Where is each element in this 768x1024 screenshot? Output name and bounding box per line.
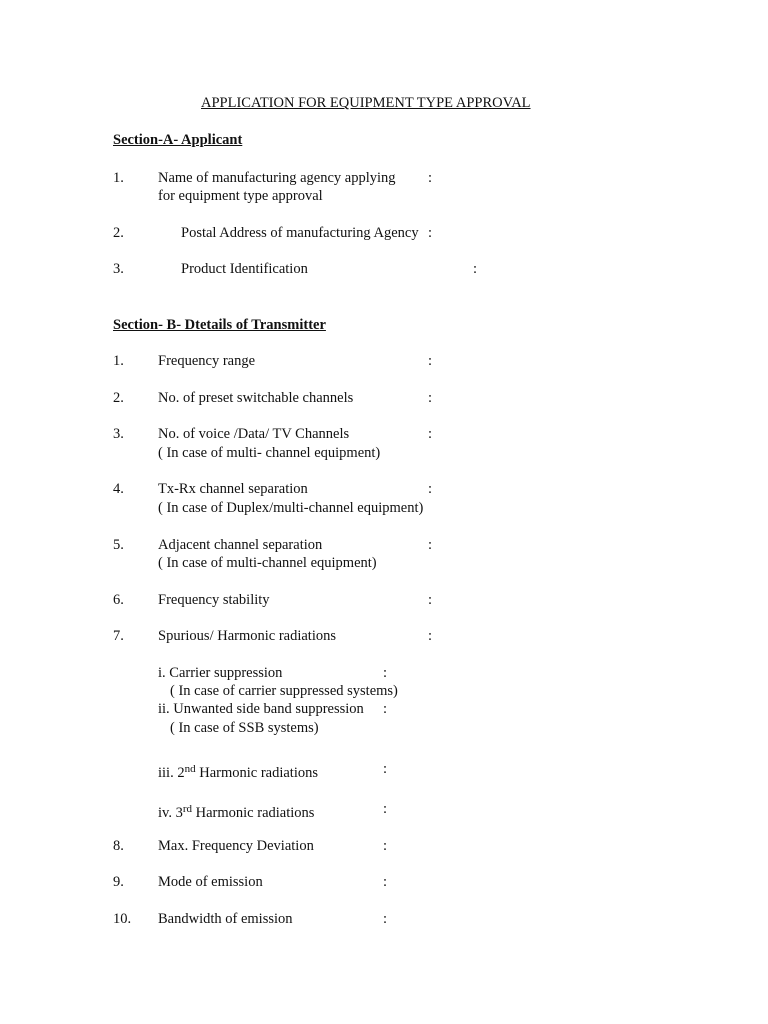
sub-item-rest: Harmonic radiations (195, 765, 319, 781)
item-number: 4. (113, 481, 124, 497)
sub-item-note: ( In case of carrier suppressed systems) (170, 683, 398, 699)
item-label: Mode of emission (158, 874, 263, 890)
item-number: 2. (113, 390, 124, 406)
item-colon: : (383, 801, 388, 817)
item-number: 1. (113, 170, 124, 186)
item-label: Tx-Rx channel separation (158, 481, 308, 497)
sub-item-prefix: iii. 2 (158, 765, 185, 781)
sub-item-prefix: iv. 3 (158, 805, 183, 821)
item-number: 1. (113, 353, 124, 369)
item-note: ( In case of multi- channel equipment) (158, 445, 381, 461)
item-colon: : (383, 761, 388, 777)
item-label: No. of preset switchable channels (158, 390, 354, 406)
item-colon: : (473, 261, 478, 277)
item-label: No. of voice /Data/ TV Channels (158, 426, 350, 442)
item-number: 5. (113, 537, 124, 553)
section-a-heading: Section-A- Applicant (113, 132, 243, 148)
item-colon: : (383, 665, 388, 681)
item-label: Frequency range (158, 353, 256, 369)
item-colon: : (428, 481, 433, 497)
item-label: Frequency stability (158, 592, 270, 608)
item-colon: : (383, 838, 388, 854)
section-b-heading: Section- B- Dtetails of Transmitter (113, 317, 326, 333)
item-number: 3. (113, 261, 124, 277)
item-colon: : (428, 628, 433, 644)
item-label: Postal Address of manufacturing Agency (181, 225, 419, 241)
sub-item-label (158, 800, 314, 822)
sub-item-label: ii. Unwanted side band suppression (158, 701, 364, 717)
sub-item-label: i. Carrier suppression (158, 665, 283, 681)
item-label: Adjacent channel separation (158, 537, 323, 553)
item-number: 9. (113, 874, 124, 890)
item-number: 3. (113, 426, 124, 442)
item-label: Max. Frequency Deviation (158, 838, 314, 854)
item-label: Name of manufacturing agency applying (158, 170, 396, 186)
item-label: Bandwidth of emission (158, 911, 293, 927)
item-number: 6. (113, 592, 124, 608)
item-colon: : (383, 701, 388, 717)
item-number: 2. (113, 225, 124, 241)
sub-item-note: ( In case of SSB systems) (170, 720, 319, 736)
item-label-continued: for equipment type approval (158, 188, 323, 204)
ordinal-suffix: nd (184, 763, 196, 775)
item-note: ( In case of Duplex/multi-channel equipment) (158, 500, 424, 516)
item-colon: : (428, 390, 433, 406)
item-colon: : (428, 225, 433, 241)
item-label: Product Identification (181, 261, 308, 277)
ordinal-suffix: rd (182, 803, 193, 815)
item-note: ( In case of multi-channel equipment) (158, 555, 377, 571)
item-colon: : (428, 592, 433, 608)
sub-item-label (158, 760, 318, 782)
item-colon: : (428, 537, 433, 553)
item-number: 10. (113, 911, 132, 927)
item-colon: : (428, 353, 433, 369)
sub-item-rest: Harmonic radiations (192, 805, 315, 821)
item-colon: : (383, 874, 388, 890)
item-number: 8. (113, 838, 124, 854)
item-colon: : (383, 911, 388, 927)
item-number: 7. (113, 628, 124, 644)
item-colon: : (428, 426, 433, 442)
page-title: APPLICATION FOR EQUIPMENT TYPE APPROVAL (201, 95, 531, 111)
item-colon: : (428, 170, 433, 186)
item-label: Spurious/ Harmonic radiations (158, 628, 337, 644)
